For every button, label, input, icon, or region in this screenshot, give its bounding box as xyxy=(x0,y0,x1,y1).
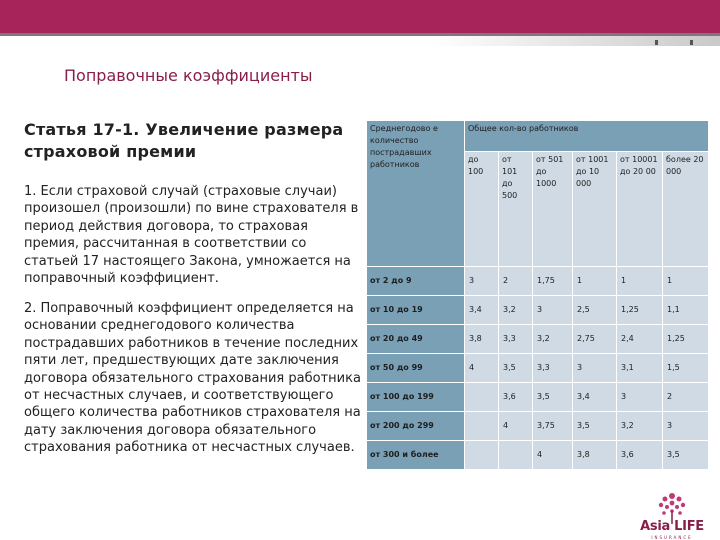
column-header: до 100 xyxy=(465,152,499,267)
column-header: от 10001 до 20 00 xyxy=(617,152,663,267)
table-row xyxy=(367,354,709,383)
table-cell: 3,8 xyxy=(465,325,499,354)
paragraph-1: 1. Если страховой случай (страховые случаи) произошел (произошли) по вине страхователя в период действия договора, то страховая премия, рассчитанная в соответствии со статьей 17 настоящего Закона, умножается на поправочный коэффициент. xyxy=(24,184,359,287)
table-row xyxy=(367,267,709,296)
table-cell: 4 xyxy=(499,412,533,441)
row-label: от 200 до 299 xyxy=(367,412,465,441)
table-row xyxy=(367,441,709,470)
header-bar xyxy=(0,0,720,33)
logo-text: Asia LIFE xyxy=(640,519,704,534)
table-cell: 3,4 xyxy=(465,296,499,325)
column-header: от 501 до 1000 xyxy=(533,152,573,267)
column-header: от 101 до 500 xyxy=(499,152,533,267)
table-cell: 3,6 xyxy=(499,383,533,412)
table-cell: 3 xyxy=(663,412,709,441)
table-cell: 3,1 xyxy=(617,354,663,383)
table-cell: 3,4 xyxy=(573,383,617,412)
table-row xyxy=(367,325,709,354)
table-cell: 2,5 xyxy=(573,296,617,325)
article-heading: Статья 17-1. Увеличение размера страховой премии xyxy=(24,120,344,161)
table-cell: 1,5 xyxy=(663,354,709,383)
table-cell: 3 xyxy=(465,267,499,296)
table-cell: 3 xyxy=(617,383,663,412)
table-cell: 1,25 xyxy=(663,325,709,354)
table-row xyxy=(367,296,709,325)
table-cell: 3 xyxy=(573,354,617,383)
header-tick xyxy=(690,40,693,45)
table-cell: 2,75 xyxy=(573,325,617,354)
group-header-cell xyxy=(465,121,709,152)
table-cell: 1,25 xyxy=(617,296,663,325)
table-cell: 3,5 xyxy=(499,354,533,383)
row-label: от 50 до 99 xyxy=(367,354,465,383)
table-cell: 4 xyxy=(533,441,573,470)
table-cell: 3,5 xyxy=(663,441,709,470)
table-cell xyxy=(499,441,533,470)
row-label: от 10 до 19 xyxy=(367,296,465,325)
column-header: более 20 000 xyxy=(663,152,709,267)
table-cell: 2 xyxy=(499,267,533,296)
row-label: от 100 до 199 xyxy=(367,383,465,412)
coefficient-table xyxy=(366,120,709,470)
paragraph-2: 2. Поправочный коэффициент определяется на основании среднегодового количества пострадавших работников в течение последних пяти лет, предшествующих дате заключения договора обязательного страхования работника от несчастных случаев, и соответствующего общего количества работников страхователя на дату заключения договора обязательного страхования работника от несчастных случаев. xyxy=(24,301,361,456)
table-cell: 3,5 xyxy=(533,383,573,412)
table-cell: 3,8 xyxy=(573,441,617,470)
table-cell xyxy=(465,383,499,412)
company-logo xyxy=(628,488,716,538)
table-cell: 3,3 xyxy=(499,325,533,354)
header-tick xyxy=(655,40,658,45)
slide-title: Поправочные коэффициенты xyxy=(64,66,313,85)
table-cell: 3,6 xyxy=(617,441,663,470)
row-label: от 20 до 49 xyxy=(367,325,465,354)
header-shadow xyxy=(430,36,720,46)
table-cell: 3,3 xyxy=(533,354,573,383)
table-cell: 2 xyxy=(663,383,709,412)
table-cell: 1 xyxy=(573,267,617,296)
table-cell: 3,2 xyxy=(499,296,533,325)
table-cell: 4 xyxy=(465,354,499,383)
table-cell xyxy=(465,441,499,470)
table-cell: 1,1 xyxy=(663,296,709,325)
table-cell: 1 xyxy=(663,267,709,296)
table-cell: 3,5 xyxy=(573,412,617,441)
table-cell xyxy=(465,412,499,441)
column-header: от 1001 до 10 000 xyxy=(573,152,617,267)
table-cell: 2,4 xyxy=(617,325,663,354)
table-cell: 1,75 xyxy=(533,267,573,296)
corner-header-cell xyxy=(367,121,465,267)
row-label: от 300 и более xyxy=(367,441,465,470)
table-cell: 3,2 xyxy=(533,325,573,354)
table-row xyxy=(367,383,709,412)
table-cell: 3,2 xyxy=(617,412,663,441)
table-cell: 1 xyxy=(617,267,663,296)
table-row xyxy=(367,412,709,441)
corner-header: Среднегодово е количество пострадавших работников xyxy=(370,124,438,169)
table-cell: 3 xyxy=(533,296,573,325)
logo-subtext: INSURANCE xyxy=(651,535,693,540)
row-label: от 2 до 9 xyxy=(367,267,465,296)
group-header: Общее кол-во работников xyxy=(468,124,579,133)
table-cell: 3,75 xyxy=(533,412,573,441)
